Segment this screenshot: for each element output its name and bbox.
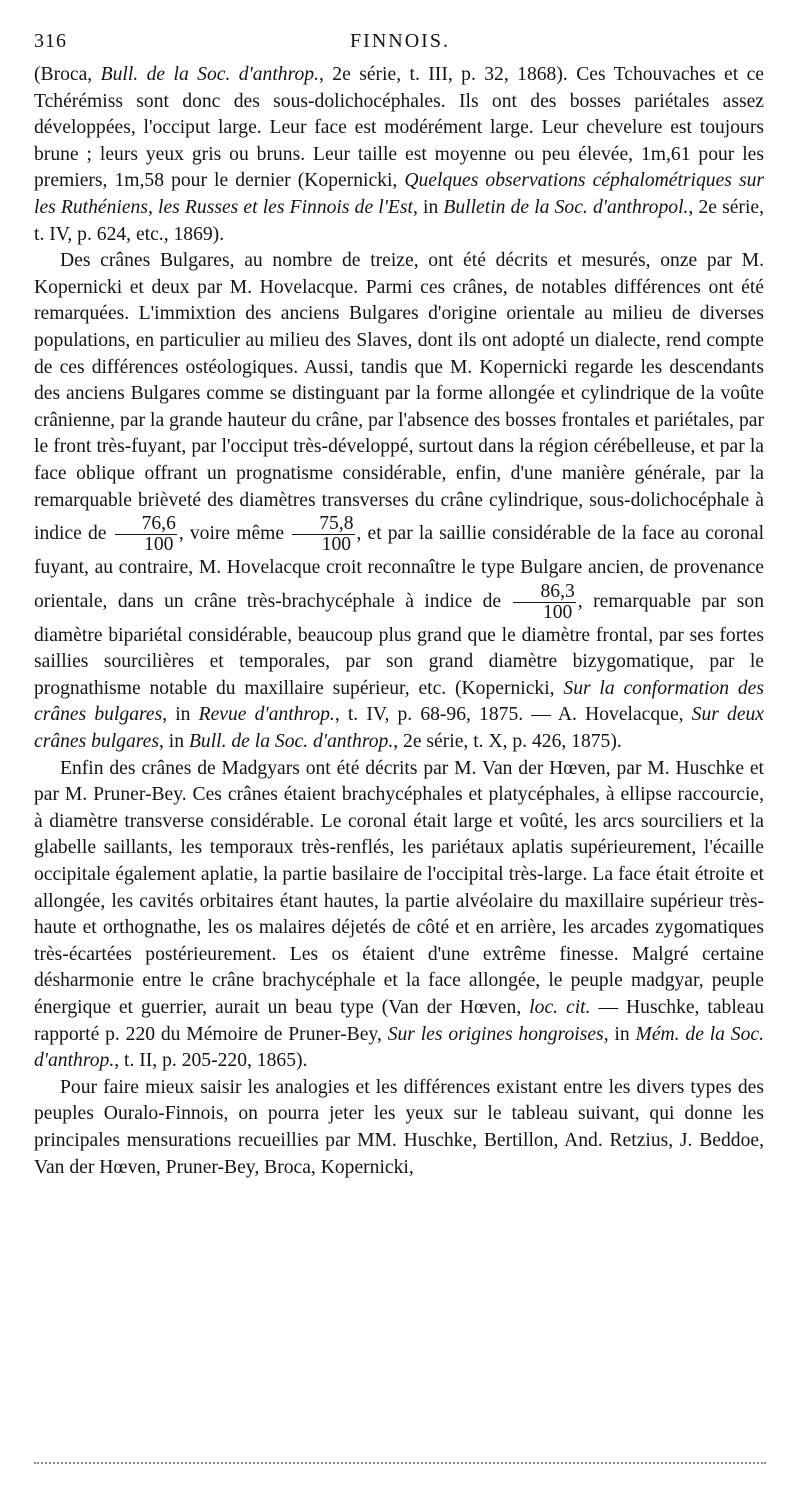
text-run: Des crânes Bulgares, au nombre de treize, ont été décrits et mesurés, onze par M. Kopernicki et deux par M. Hovelacque. Parmi ces crânes, de notables différences ont été remarquées. L'immixtion des anciens Bulgares d'origine orientale au milieu de diverses populations, en particulier au milieu des Slaves, dont ils ont adopté un dialecte, rend compte de ces différences ostéologiques. Aussi, tandis que M. Kopernicki regarde les descendants des anciens Bulgares comme se distinguant par la forme allongée et cylindrique de la voûte crânienne, par la grande hauteur du crâne, par l'absence des bosses frontales et pariétales, par le front très-fuyant, par l'occiput très-développé, surtout dans la région cérébelleuse, et par la face oblique offrant un prognatisme considérable, enfin, d'une manière générale, par la remarquable brièveté des diamètres transverses du crâne cylindrique, sous-dolichocéphale à indice de: [34, 250, 764, 545]
page-header: [34, 28, 766, 56]
footer-dotted-rule: [34, 1462, 766, 1468]
text-run: , 2e série, t. IV, p. 624, etc., 1869).: [34, 196, 764, 245]
text-run: , remarquable par son diamètre bipariétal considérable, beaucoup plus grand que le diamètre frontal, par ses fortes saillies sourcilières et temporales, par son grand diamètre bizygomatique, par le prognathisme notable du maxillaire supérieur, etc. (Kopernicki,: [34, 590, 764, 699]
running-title: FINNOIS.: [350, 30, 450, 52]
page-number: 316: [34, 30, 67, 52]
text-run: , in: [603, 1023, 636, 1045]
text-run: , et par la saillie considérable de la face au coronal fuyant, au contraire, M. Hovelacque croit reconnaître le type Bulgare ancien, de provenance orientale, dans un crâne très-brachycéphale à indice de: [34, 523, 765, 612]
fraction-denominator: 100: [542, 601, 573, 623]
citation-title: Bull. de la Soc. d'anthrop.: [188, 731, 394, 753]
citation-title: Sur deux crânes bulgares: [34, 704, 765, 753]
text-run: Enfin des crânes de Madgyars ont été décrits par M. Van der Hœven, par M. Huschke et par M. Pruner-Bey. Ces crânes étaient brachycéphales et platycéphales, à ellipse raccourcie, à diamètre transverse considérable. Le coronal était large et voûté, les arcs sourciliers et la glabelle saillants, les temporaux très-renflés, les pariétaux aplatis supérieurement, l'écaille occipitale également aplatie, la partie basilaire de l'occipital très-large. La face était étroite et allongée, les cavités orbitaires étant hautes, la partie alvéolaire du maxillaire supérieur très-haute et orthognathe, les os malaires déjetés de côté et en arrière, les arcades zygomatiques très-écartées postérieurement. Les os étaient d'une extrême finesse. Malgré certaine désharmonie entre le crâne brachycéphale et la face allongée, le peuple madgyar, peuple énergique et guerrier, aurait un beau type (Van der Hœven,: [34, 757, 764, 1018]
text-run: (Broca,: [34, 64, 101, 85]
citation-title: Revue d'anthrop.: [198, 704, 335, 726]
fraction-denominator: 100: [144, 534, 174, 556]
citation-title: Bull. de la Soc. d'anthrop.: [100, 64, 319, 85]
citation-title: loc. cit.: [529, 997, 591, 1018]
citation-title: Sur la conformation des crânes bulgares: [34, 677, 764, 726]
text-run: , 2e série, t. X, p. 426, 1875).: [393, 731, 622, 753]
text-run: , 2e série, t. III, p. 32, 1868). Ces Tchouvaches et ce Tchérémiss sont donc des sous-dolichocéphales. Ils ont des bosses pariétales assez développées, l'occiput large. Leur face est modérément large. Leur chevelure est toujours brune ; leurs yeux gris ou bruns. Leur taille est moyenne ou peu élevée, 1m,61 pour les premiers, 1m,58 pour le dernier (Kopernicki,: [34, 64, 765, 192]
fraction-index-86: [513, 582, 575, 623]
text-run: Pour faire mieux saisir les analogies et les différences existant entre les divers types des peuples Ouralo-Finnois, on pourra jeter les yeux sur le tableau suivant, qui donne les principales mensurations recueillies par MM. Huschke, Bertillon, And. Retzius, J. Beddoe, Van der Hœven, Pruner-Bey, Broca, Kopernicki,: [34, 1076, 764, 1178]
text-run: , t. IV, p. 68-96, 1875. — A. Hovelacque,: [334, 704, 692, 726]
text-run: , voire même: [178, 523, 291, 545]
text-run: , in: [162, 704, 199, 726]
fraction-index-75: [292, 514, 354, 555]
citation-title: Mém. de la Soc. d'anthrop.: [34, 1023, 764, 1072]
paragraph-broca-citation: [34, 62, 764, 248]
text-run: — Huschke, tableau rapporté p. 220 du Mémoire de Pruner-Bey,: [34, 997, 764, 1045]
page-body: [34, 62, 764, 1181]
text-run: , in: [159, 731, 189, 753]
fraction-index-76: [115, 514, 177, 555]
fraction-numerator: 86,3: [513, 582, 575, 603]
paragraph-bulgares: [34, 248, 764, 756]
citation-title: Bulletin de la Soc. d'anthropol.: [443, 196, 689, 218]
citation-title: Quelques observations céphalométriques sur les Ruthéniens, les Russes et les Finnois de l'Est: [34, 170, 764, 218]
text-run: , t. II, p. 205-220, 1865).: [114, 1050, 308, 1072]
paragraph-madgyars: [34, 756, 764, 1075]
text-run: , in: [412, 196, 444, 218]
fraction-numerator: 75,8: [292, 514, 354, 535]
citation-title: Sur les origines hongroises: [387, 1023, 604, 1045]
fraction-numerator: 76,6: [115, 514, 177, 535]
fraction-denominator: 100: [321, 534, 352, 556]
paragraph-tableau-intro: [34, 1075, 764, 1181]
